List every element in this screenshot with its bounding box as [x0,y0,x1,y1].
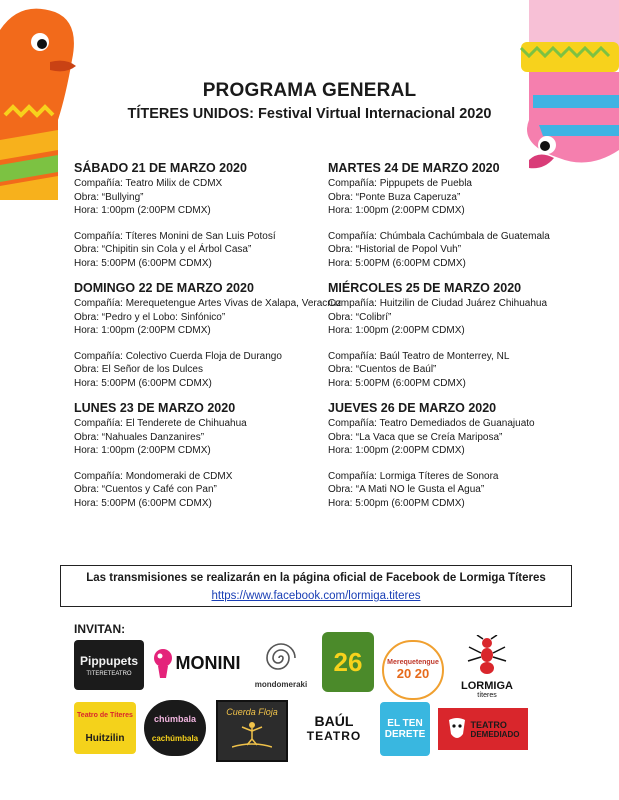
show-entry [328,350,598,391]
broadcast-notice [60,565,572,607]
show-entry [74,350,344,391]
time-text: Hora: 5:00PM (6:00PM CDMX) [74,257,212,269]
pippupets-logo [74,640,144,690]
day-block [328,160,598,270]
play-text: Obra: “Bullying” [74,191,144,203]
mask-icon [447,716,467,742]
company-text: Compañía: Teatro Demediados de Guanajuato [328,418,535,429]
play-text: Obra: “Historial de Popol Vuh” [328,244,462,255]
show-entry [74,297,344,338]
cuerda-floja-logo [216,700,288,762]
day-title: LUNES 23 DE MARZO 2020 [74,401,236,415]
play-text: Obra: “Cuentos de Baúl” [328,364,437,375]
day-title: SÁBADO 21 DE MARZO 2020 [74,161,247,175]
show-entry [328,297,598,338]
logo-text: 26 [333,646,363,677]
logo-subtext: títeres [477,692,497,699]
logo-text: Merequetengue [387,659,439,666]
time-text: Hora: 1:00pm (2:00PM CDMX) [328,325,465,336]
spiral-icon [258,641,304,675]
play-text: Obra: “Ponte Buza Caperuza” [328,191,461,203]
page-subtitle: TÍTERES UNIDOS: Festival Virtual Internacional 2020 [127,106,492,122]
play-text: Obra: “Nahuales Danzanires” [74,431,205,443]
chumbala-cachumbala-logo [144,700,206,756]
show-entry [328,417,598,458]
time-text: Hora: 1:00pm (2:00PM CDMX) [328,205,465,216]
logo-text: BAÚL [314,713,354,729]
logo-text: Pippupets [79,653,138,668]
day-title: DOMINGO 22 DE MARZO 2020 [74,281,254,295]
play-text: Obra: “Cuentos y Café con Pan” [74,484,217,495]
logo-subtext: cachúmbala [151,733,199,743]
monini-logo [152,640,240,686]
time-text: Hora: 1:00pm (2:00PM CDMX) [328,445,465,456]
company-text: Compañía: Teatro Milix de CDMX [74,178,223,189]
logo-text: EL TEN DERETE [384,718,426,740]
tenderete-anniversary-logo [322,632,374,692]
merequetengue-logo [382,640,444,700]
show-entry [74,177,344,218]
company-text: Compañía: Baúl Teatro de Monterrey, NL [328,350,510,362]
day-block [74,160,344,270]
company-text: Compañía: Mondomeraki de CDMX [74,470,233,482]
play-text: Obra: “A Mati NO le Gusta el Agua” [328,484,485,495]
logo-text: TEATRO [470,719,507,730]
schedule-column-left [74,160,344,520]
logo-subtext: TITERETEATRO [86,670,132,677]
el-tenderete-logo [380,702,430,756]
logo-text: MONINI [175,652,240,673]
play-text: Obra: “Colibrí” [328,311,392,323]
time-text: Hora: 5:00PM (6:00PM CDMX) [74,377,212,389]
schedule-column-right [328,160,598,520]
company-text: Compañía: Títeres Monini de San Luis Potosí [74,230,276,242]
orange-sock-puppet-icon [0,0,80,210]
time-text: Hora: 5:00pm (6:00PM CDMX) [328,497,465,509]
mondomeraki-logo [246,640,316,690]
logo-subtext: TEATRO [306,729,362,743]
company-text: Compañía: Pippupets de Puebla [328,178,472,189]
logo-subtext: DEMEDIADO [470,729,520,739]
company-text: Compañía: Merequetengue Artes Vivas de Xalapa, Veracruz [74,298,342,309]
page-title: PROGRAMA GENERAL [202,80,417,101]
show-entry [74,470,344,511]
play-text: Obra: “La Vaca que se Creía Mariposa” [328,431,503,443]
day-block [328,400,598,510]
logo-text: Teatro de Títeres [77,712,133,719]
time-text: Hora: 5:00PM (6:00PM CDMX) [74,497,212,509]
facebook-link[interactable]: https://www.facebook.com/lormiga.titeres [211,590,421,602]
ant-icon [465,635,509,675]
show-entry [328,177,598,218]
day-block [74,400,344,510]
show-entry [74,417,344,458]
logo-text: chúmbala [153,713,196,724]
time-text: Hora: 1:00pm (2:00PM CDMX) [74,445,211,456]
company-text: Compañía: El Tenderete de Chihuahua [74,418,247,429]
play-text: Obra: “Chipitin sin Cola y el Árbol Casa” [74,244,252,255]
time-text: Hora: 1:00pm (2:00PM CDMX) [74,325,211,336]
lormiga-logo [452,632,522,702]
day-title: MARTES 24 DE MARZO 2020 [328,161,500,175]
day-title: MIÉRCOLES 25 DE MARZO 2020 [328,281,522,295]
monini-puppet-icon [152,648,174,678]
show-entry [74,230,344,271]
logo-subtext: 20 20 [396,666,430,681]
invitan-label: INVITAN: [74,622,126,636]
time-text: Hora: 5:00PM (6:00PM CDMX) [328,377,466,389]
teatro-demediado-logo [438,708,528,750]
day-block [74,280,344,390]
time-text: Hora: 1:00pm (2:00PM CDMX) [74,205,211,216]
logo-text: Cuerda Floja [226,706,278,717]
baul-teatro-logo [298,702,370,754]
notice-text: Las transmisiones se realizarán en la página oficial de Facebook de Lormiga Títeres [86,572,546,584]
company-text: Compañía: Lormiga Títeres de Sonora [328,470,499,482]
show-entry [328,470,598,511]
company-text: Compañía: Huitzilin de Ciudad Juárez Chihuahua [328,298,548,309]
company-text: Compañía: Chúmbala Cachúmbala de Guatemala [328,230,550,242]
logo-subtext: Huitzilin [85,733,125,744]
tightrope-walker-icon [232,717,272,751]
play-text: Obra: “Pedro y el Lobo: Sinfónico” [74,311,226,323]
show-entry [328,230,598,271]
play-text: Obra: El Señor de los Dulces [74,364,203,375]
day-block [328,280,598,390]
company-text: Compañía: Colectivo Cuerda Floja de Durango [74,350,282,362]
huitzilin-logo [74,702,136,754]
logo-text: LORMIGA [461,680,513,692]
time-text: Hora: 5:00PM (6:00PM CDMX) [328,257,466,269]
day-title: JUEVES 26 DE MARZO 2020 [328,401,497,415]
logo-text: mondomeraki [254,680,308,689]
